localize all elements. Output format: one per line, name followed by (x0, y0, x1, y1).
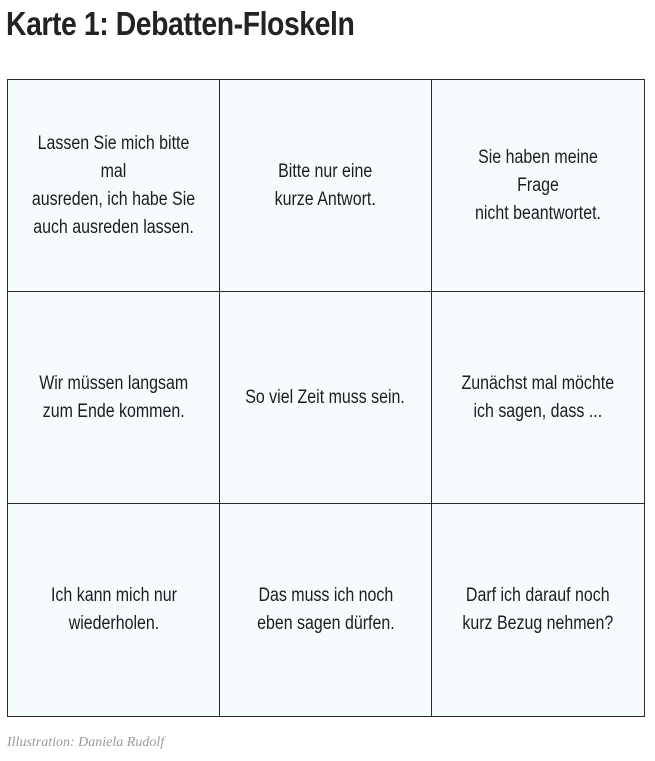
grid-cell-8 (220, 504, 432, 716)
grid-cell-5 (220, 292, 432, 504)
grid-cell-1 (8, 80, 220, 292)
illustration-credit: Illustration: Daniela Rudolf (7, 735, 165, 750)
cell-phrase: Das muss ich noch eben sagen dürfen. (256, 585, 395, 634)
grid-cell-4 (8, 292, 220, 504)
cell-phrase: Darf ich darauf noch kurz Bezug nehmen? (462, 585, 614, 634)
grid-cell-2 (220, 80, 432, 292)
grid-cell-9 (432, 504, 644, 716)
grid-cell-6 (432, 292, 644, 504)
cell-phrase: Bitte nur eine kurze Antwort. (274, 160, 377, 210)
cell-phrase: Lassen Sie mich bitte mal ausreden, ich habe Sie auch ausreden lassen. (31, 132, 196, 238)
cell-phrase: Ich kann mich nur wiederholen. (50, 585, 177, 634)
grid-cell-3 (432, 80, 644, 292)
bingo-grid (7, 79, 645, 717)
cell-phrase: Wir müssen langsam zum Ende kommen. (38, 372, 188, 422)
grid-cell-7 (8, 504, 220, 716)
card-title: Karte 1: Debatten-Floskeln (6, 5, 355, 42)
cell-phrase: So viel Zeit muss sein. (245, 386, 406, 408)
cell-phrase: Sie haben meine Frage nicht beantwortet. (475, 146, 601, 224)
cell-phrase: Zunächst mal möchte ich sagen, dass ... (461, 372, 615, 422)
